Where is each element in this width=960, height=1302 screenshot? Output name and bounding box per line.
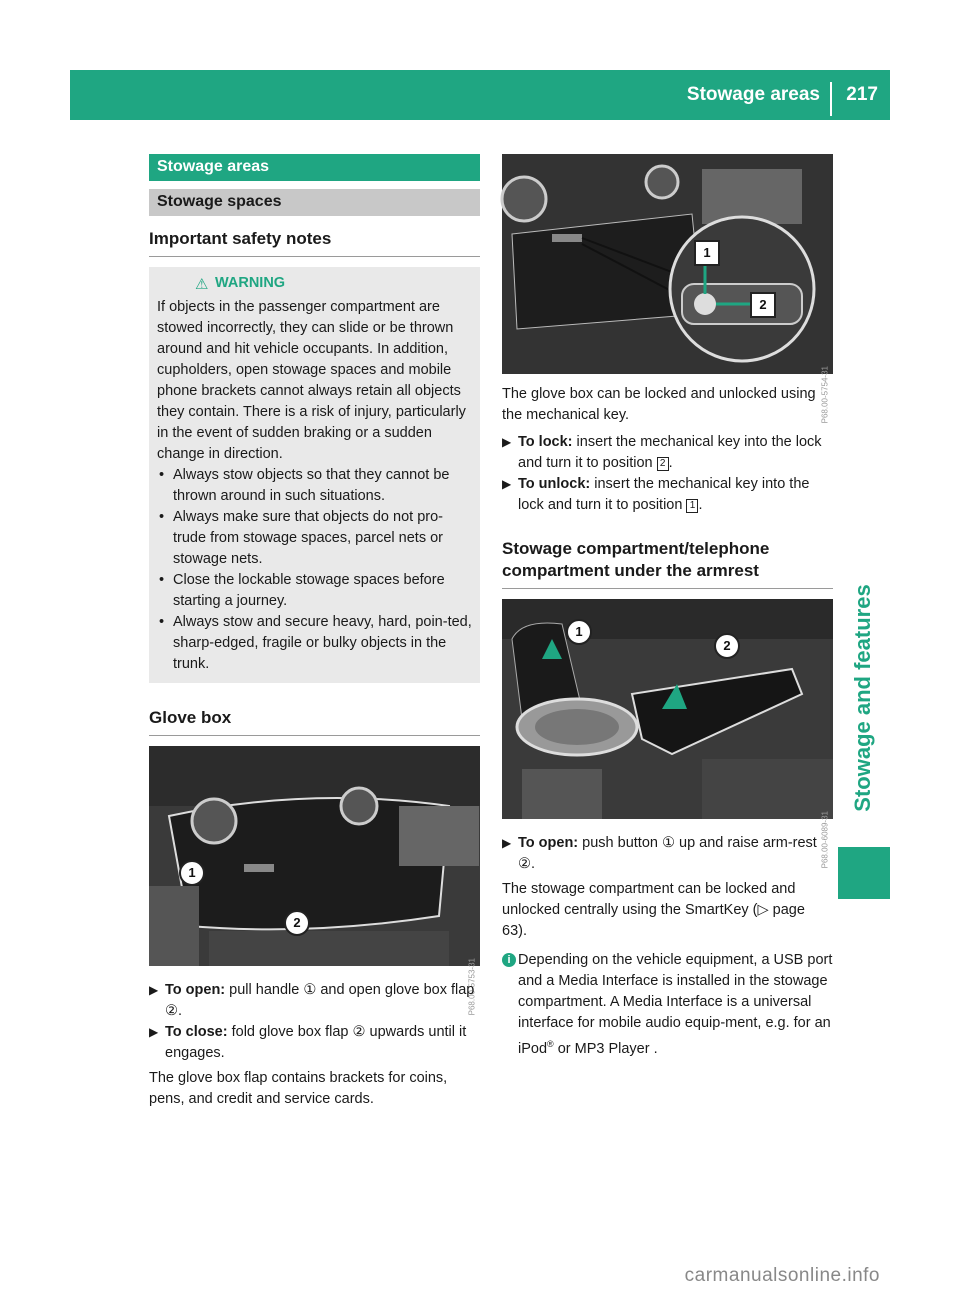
list-item: • Always stow objects so that they cannot be thrown around in such situations. <box>159 467 450 504</box>
subsection-title: Stowage spaces <box>149 189 480 216</box>
callout-1: 1 <box>694 240 720 266</box>
watermark: carmanualsonline.info <box>684 1265 880 1286</box>
image-code: P68.00-5753-31 <box>467 958 476 1016</box>
step-close: ▶ To close: fold glove box flap ② upwards until it engages. <box>149 1024 467 1061</box>
page-number: 217 <box>846 84 878 105</box>
callout-1: 1 <box>179 860 205 886</box>
warning-label: WARNING <box>215 275 286 291</box>
callout-2: 2 <box>750 292 776 318</box>
step-unlock: ▶ To unlock: insert the mechanical key into the lock and turn it to position 1 . <box>502 476 810 513</box>
callout-2: 2 <box>714 633 740 659</box>
step-lock: ▶ To lock: insert the mechanical key into the lock and turn it to position 2 . <box>502 434 822 471</box>
armrest-note: The stowage compartment can be locked and unlocked centrally using the SmartKey (▷ page 63). <box>502 881 805 939</box>
lock-steps <box>502 432 833 516</box>
glovebox-note: The glove box flap contains brackets for coins, pens, and credit and service cards. <box>149 1070 448 1107</box>
right-column <box>502 154 833 1060</box>
heading-armrest: Stowage compartment/telephone compartment under the armrest <box>502 538 833 589</box>
armrest-steps <box>502 833 833 875</box>
callout-1: 1 <box>566 619 592 645</box>
info-note <box>502 950 833 1060</box>
left-column <box>149 154 480 1110</box>
warning-header <box>157 275 472 297</box>
warning-box <box>149 267 480 683</box>
lock-illustration <box>502 154 833 374</box>
heading-safety: Important safety notes <box>149 228 480 257</box>
side-tab-marker <box>838 847 890 899</box>
armrest-illustration <box>502 599 833 819</box>
side-tab-label: Stowage and features <box>850 584 875 812</box>
glovebox-illustration <box>149 746 480 966</box>
header-title: Stowage areas <box>686 84 820 105</box>
glovebox-steps <box>149 980 480 1064</box>
step-open: ▶ To open: push button ① up and raise arm-rest ②. <box>502 835 817 872</box>
warning-triangle-icon: ⚠ <box>195 276 209 293</box>
section-title: Stowage areas <box>149 154 480 181</box>
lock-intro: The glove box can be locked and unlocked using the mechanical key. <box>502 386 816 423</box>
header-separator <box>830 82 832 116</box>
side-tab <box>838 120 890 840</box>
info-text: Depending on the vehicle equipment, a USB port and a Media Interface is installed in the stowage compartment. A Media Interface is a universal interface for mobile audio equip-ment, e.g. for an iPod® or MP3 Player . <box>518 952 833 1057</box>
info-icon: i <box>502 953 516 967</box>
list-item: • Close the lockable stowage spaces before starting a journey. <box>159 572 445 609</box>
list-item: • Always make sure that objects do not pro-trude from stowage spaces, parcel nets or stowage nets. <box>159 509 443 567</box>
callout-2: 2 <box>284 910 310 936</box>
step-open: ▶ To open: pull handle ① and open glove box flap ②. <box>149 982 475 1019</box>
page-header-bar <box>70 70 890 120</box>
heading-glovebox: Glove box <box>149 707 480 736</box>
warning-bullets <box>157 465 472 675</box>
image-code: P68.00-6089-31 <box>820 811 829 869</box>
image-code: P68.00-5754-31 <box>820 366 829 424</box>
warning-text: If objects in the passenger compartment are stowed incorrectly, they can slide or be thrown around and hit vehicle occupants. In addition, cupholders, open stowage spaces and mobile phone brackets cannot always retain all objects they contain. There is a risk of injury, particularly in the event of sudden braking or a sudden change in direction. <box>157 299 466 462</box>
list-item: • Always stow and secure heavy, hard, poin-ted, sharp-edged, fragile or bulky objects in the trunk. <box>159 614 472 672</box>
